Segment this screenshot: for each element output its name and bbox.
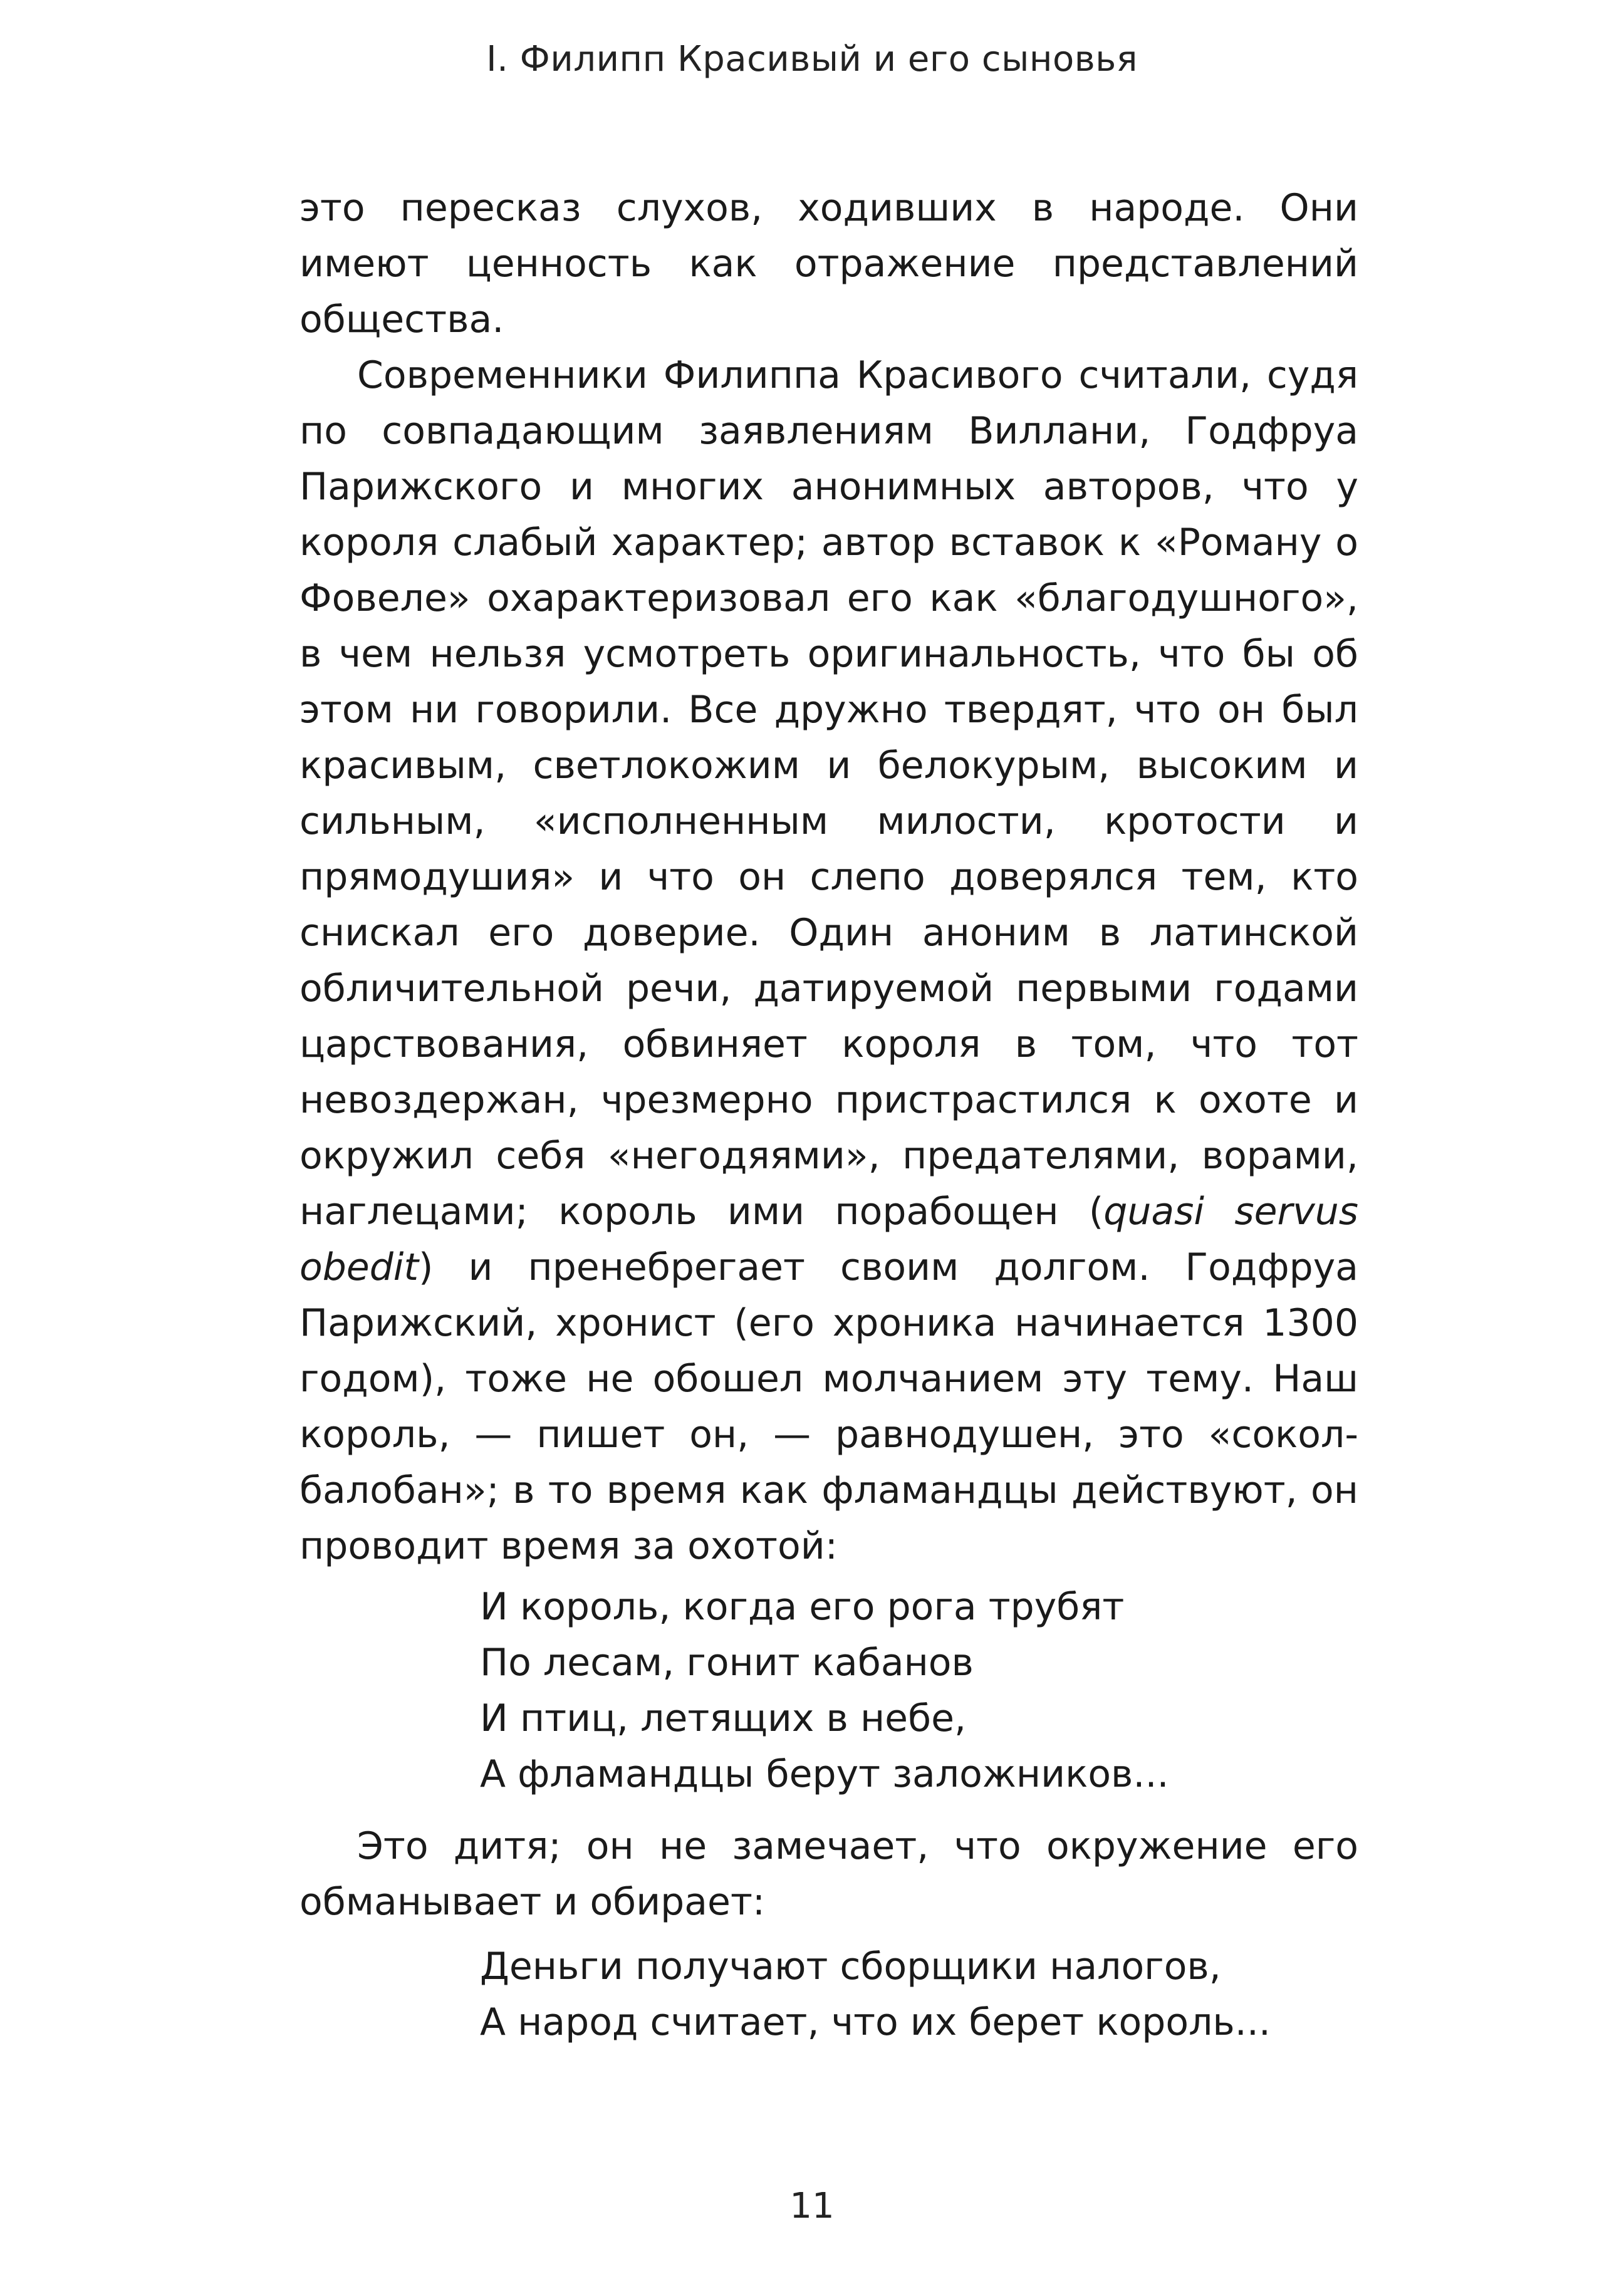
verse-line: А фламандцы берут заложников... xyxy=(480,1752,1169,1796)
verse-line: И птиц, летящих в небе, xyxy=(480,1696,967,1740)
verse-quote-2 xyxy=(480,1939,1358,2050)
paragraph-child: Это дитя; он не замечает, что окружение его обманывает и обирает: xyxy=(299,1824,1358,1924)
page-number: 11 xyxy=(789,2186,835,2226)
paragraph-continuation: это пересказ слухов, ходивших в народе. Они имеют ценность как отражение представлений общества. xyxy=(299,186,1358,341)
verse-quote-1 xyxy=(480,1579,1358,1802)
body-text xyxy=(299,180,1358,2067)
paragraph-contemporaries xyxy=(299,348,1358,1574)
verse-line: По лесам, гонит кабанов xyxy=(480,1641,974,1685)
verse-line: Деньги получают сборщики налогов, xyxy=(480,1945,1221,1988)
verse-line: А народ считает, что их берет король... xyxy=(480,2000,1271,2044)
verse-line: И король, когда его рога трубят xyxy=(480,1585,1125,1629)
paragraph-text-after: ) и пренебрегает своим долгом. Годфруа Парижский, хронист (его хроника начинается 1300 годом), тоже не обошел молчанием эту тему. Наш король, — пишет он, — равнодушен, это «сокол-балобан»; в то время как фламандцы действуют, он проводит время за охотой: xyxy=(299,1245,1358,1568)
latin-quote: quasi servus obedit xyxy=(299,1190,1358,1289)
running-head: I. Филипп Красивый и его сыновья xyxy=(486,39,1138,80)
paragraph-text: Современники Филиппа Красивого считали, судя по совпадающим заявлениям Виллани, Годфруа Парижского и многих анонимных авторов, что у короля слабый характер; автор вставок к «Роману о Фовеле» охарактеризовал его как «благодушного», в чем нельзя усмотреть оригинальность, что бы об этом ни говорили. Все дружно твердят, что он был красивым, светлокожим и белокурым, высоким и сильным, «исполненным милости, кротости и прямодушия» и что он слепо доверялся тем, кто снискал его доверие. Один аноним в латинской обличительной речи, датируемой первыми годами царствования, обвиняет короля в том, что тот невоздержан, чрезмерно пристрастился к охоте и окружил себя «негодяями», предателями, ворами, наглецами; король ими порабощен ( xyxy=(299,353,1358,1234)
